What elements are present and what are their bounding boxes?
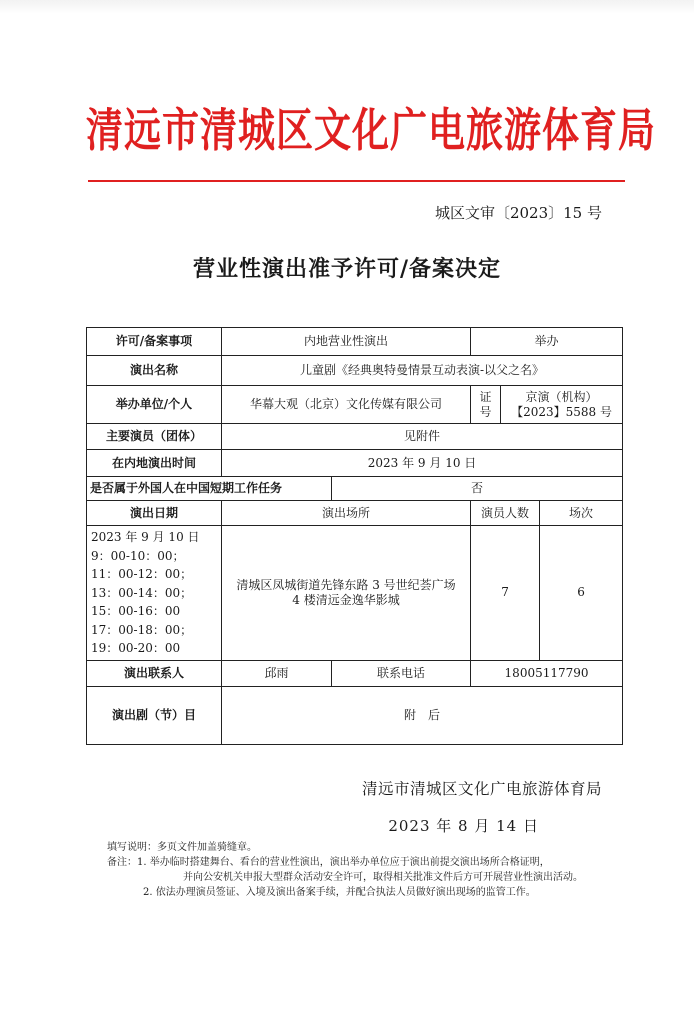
- slot-line: 15：00-16：00: [91, 604, 181, 618]
- label-main-actors: 主要演员（团体）: [87, 424, 222, 450]
- value-performance-time: 2023 年 9 月 10 日: [222, 450, 623, 477]
- slot-line: 11：00-12：00；: [91, 567, 193, 581]
- value-phone: 18005117790: [471, 660, 623, 686]
- header-show-count: 场次: [540, 501, 623, 526]
- label-permit-item: 许可/备案事项: [87, 328, 222, 356]
- label-organizer: 举办单位/个人: [87, 386, 222, 424]
- note-remark-1: 备注：1. 举办临时搭建舞台、看台的营业性演出，演出举办单位应于演出前提交演出场所合格证明，: [107, 857, 550, 868]
- label-show-name: 演出名称: [87, 356, 222, 386]
- venue-line2: 4 楼清远金逸华影城: [292, 592, 400, 607]
- label-cert-no: 证号: [471, 386, 501, 424]
- red-divider: [88, 180, 625, 182]
- value-show-count: 6: [540, 526, 623, 661]
- label-foreign-work: 是否属于外国人在中国短期工作任务: [87, 477, 332, 501]
- slot-line: 2023 年 9 月 10 日: [91, 530, 200, 544]
- note-remark-1-cont: 并向公安机关申报大型群众活动安全许可，取得相关批准文件后方可开展营业性演出活动。: [183, 872, 583, 883]
- value-venue: [222, 526, 471, 661]
- value-cert-no: [501, 386, 623, 424]
- value-contact: 邱雨: [222, 660, 332, 686]
- venue-line1: 清城区凤城街道先锋东路 3 号世纪荟广场: [236, 577, 456, 592]
- note-fill-instructions: 填写说明：多页文件加盖骑缝章。: [107, 842, 257, 853]
- header-performer-count: 演员人数: [471, 501, 540, 526]
- issuer-name: 清远市清城区文化广电旅游体育局: [361, 780, 602, 798]
- value-permit-type: 举办: [471, 328, 623, 356]
- value-program: 附 后: [222, 686, 623, 744]
- table-row: [87, 526, 623, 661]
- page-edge: [0, 0, 694, 14]
- value-main-actors: 见附件: [222, 424, 623, 450]
- value-organizer: 华幕大观（北京）文化传媒有限公司: [222, 386, 471, 424]
- slot-line: 19：00-20：00: [91, 641, 181, 655]
- table-row: [87, 477, 623, 501]
- value-show-name: 儿童剧《经典奥特曼情景互动表演-以父之名》: [222, 356, 623, 386]
- slot-line: 9：00-10：00；: [91, 548, 185, 563]
- authority-title: 清远市清城区文化广电旅游体育局: [86, 102, 656, 157]
- table-row: [87, 328, 623, 356]
- value-permit-item: 内地营业性演出: [222, 328, 471, 356]
- header-venue: 演出场所: [222, 501, 471, 526]
- table-row: [87, 686, 623, 744]
- value-performer-count: 7: [471, 526, 540, 661]
- slot-line: 13：00-14：00；: [91, 585, 193, 600]
- table-row: [87, 450, 623, 477]
- table-row: [87, 660, 623, 686]
- slot-line: 17：00-18：00；: [91, 622, 193, 637]
- label-contact: 演出联系人: [87, 660, 222, 686]
- table-row: [87, 356, 623, 386]
- header-performance-date: 演出日期: [87, 501, 222, 526]
- label-program: 演出剧（节）目: [87, 686, 222, 744]
- table-row: [87, 386, 623, 424]
- notes-block: [107, 840, 627, 900]
- permit-form-table: [86, 327, 623, 745]
- value-performance-slots: [87, 526, 222, 661]
- table-row: [87, 501, 623, 526]
- cert-no-line2: 【2023】5588 号: [511, 404, 612, 419]
- issue-date: 2023 年 8 月 14 日: [388, 817, 539, 835]
- document-number: 城区文审〔2023〕15 号: [434, 204, 602, 222]
- note-remark-2: 2. 依法办理演员签证、入境及演出备案手续，并配合执法人员做好演出现场的监管工作。: [143, 887, 536, 898]
- value-foreign-work: 否: [332, 477, 623, 501]
- cert-no-line1: 京演（机构）: [525, 389, 598, 404]
- label-performance-time: 在内地演出时间: [87, 450, 222, 477]
- document-title: 营业性演出准予许可/备案决定: [192, 256, 502, 282]
- table-row: [87, 424, 623, 450]
- label-phone: 联系电话: [332, 660, 471, 686]
